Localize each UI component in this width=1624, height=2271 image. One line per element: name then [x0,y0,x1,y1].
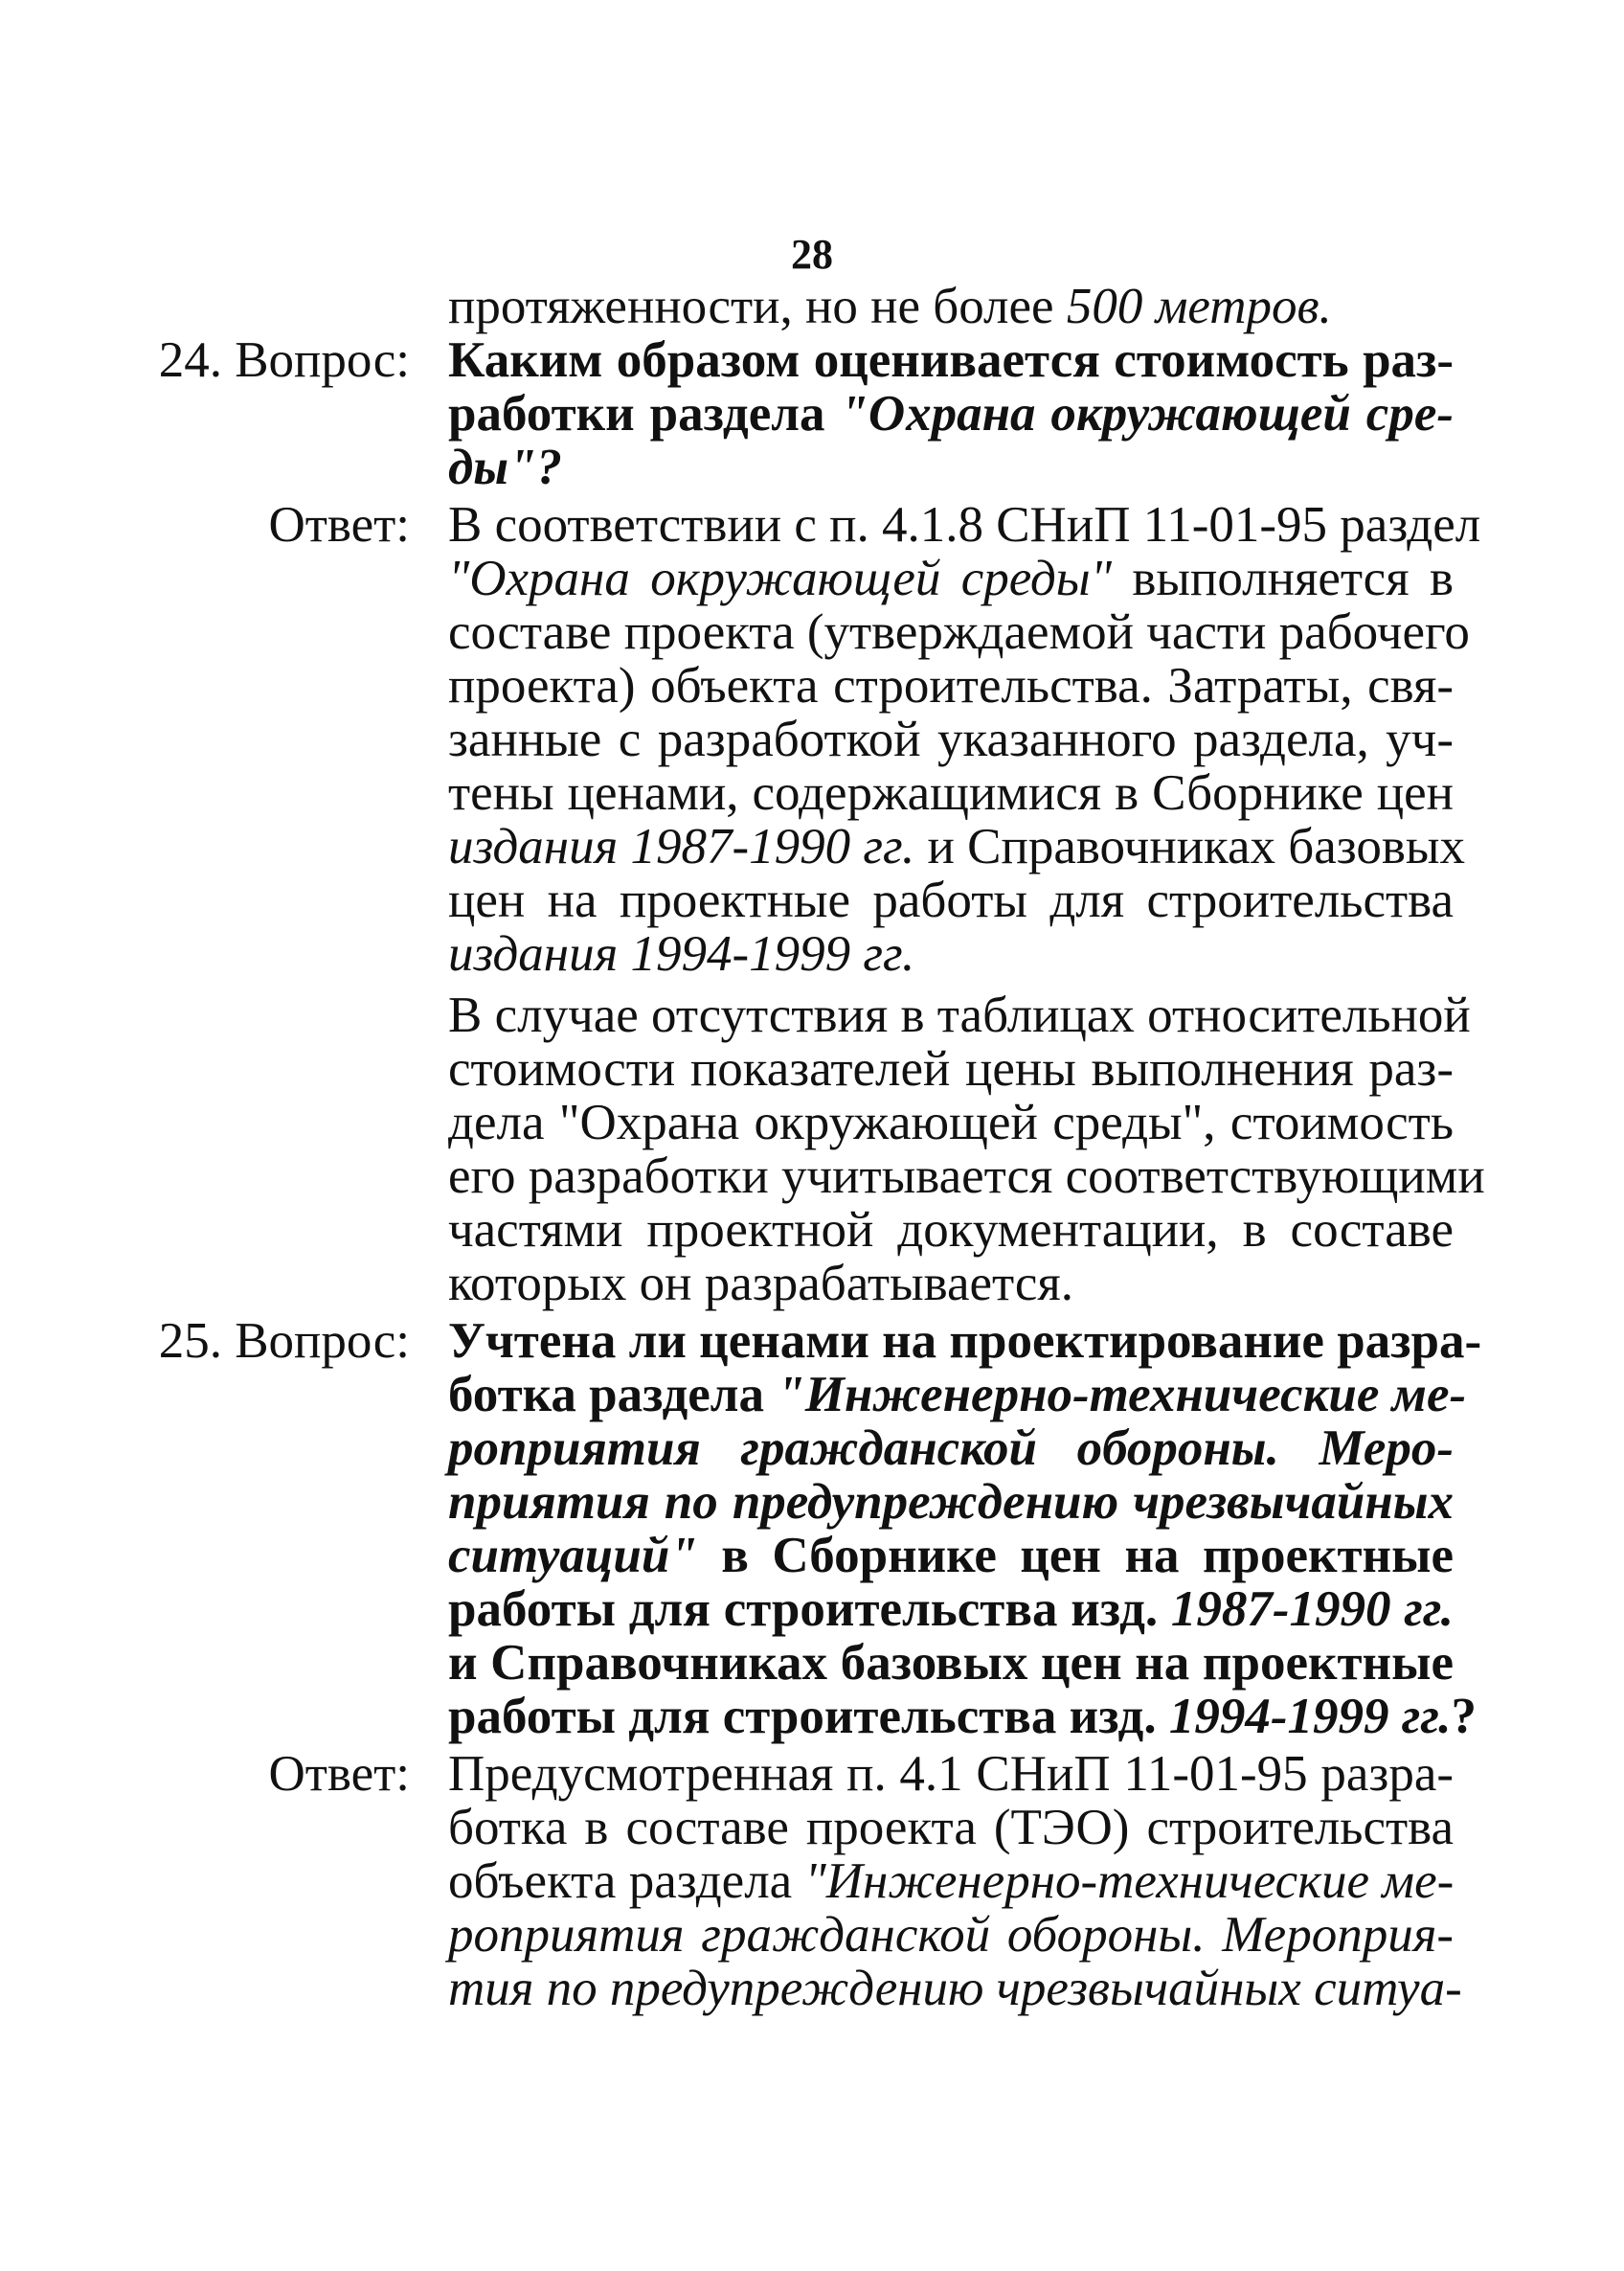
answer-25-line-5-emphasis: тия по предупреждению чрезвычайных ситуа- [448,1961,1462,2016]
question-25-line-5-text: в Сборнике цен на проектные [721,1528,1455,1583]
answer-24-line-2 [448,552,1454,605]
answer-25-line-2: ботка в составе проекта (ТЭО) строительства [448,1800,1454,1855]
question-24-line-2-emphasis: "Охрана окружающей сре- [840,386,1454,442]
question-25-line-8-text: работы для строительства изд. [448,1689,1157,1744]
question-24-label: 24. Вопрос: [158,332,410,388]
question-25-line-8-mark: ? [1451,1689,1477,1744]
answer-25-line-1: Предусмотренная п. 4.1 СНиП 11-01-95 разра- [448,1746,1454,1802]
question-25-line-7: и Справочниках базовых цен на проектные [448,1635,1454,1691]
answer-24-p2-line-5: частями проектной документации, в составе [448,1202,1454,1258]
answer-24-line-5: занные с разработкой указанного раздела, уч- [448,712,1454,767]
question-25-line-8 [448,1689,1477,1744]
answer-25-line-4 [448,1908,1454,1962]
continuation-text: протяженности, но не более [448,279,1054,334]
answer-24-line-1: В соответствии с п. 4.1.8 СНиП 11-01-95 раздел [448,497,1481,553]
page-number: 28 [791,231,833,278]
answer-24-line-9-emphasis: издания 1994-1999 гг. [448,926,915,982]
answer-24-p2-line-4: его разработки учитывается соответствующими [448,1148,1485,1204]
question-25-line-6-emphasis: 1987-1990 гг. [1170,1581,1454,1637]
answer-24-line-3: составе проекта (утверждаемой части рабочего [448,604,1470,660]
question-25 [132,1313,1482,1744]
answer-24 [132,497,1485,1311]
answer-24-p2-line-3: дела "Охрана окружающей среды", стоимость [448,1095,1454,1150]
answer-24-line-6: тены ценами, содержащимися в Сборнике цен [448,765,1454,821]
question-25-line-2 [448,1367,1467,1422]
answer-24-line-7 [448,819,1466,874]
continuation-line [448,280,1454,333]
question-25-line-3 [448,1421,1454,1475]
question-25-line-4 [448,1475,1454,1529]
answer-24-line-8: цен на проектные работы для строительства [448,873,1454,928]
answer-24-line-7-emphasis: издания 1987-1990 гг. [448,819,915,874]
question-25-line-4-emphasis: приятия по предупреждению чрезвычайных [448,1474,1454,1530]
answer-24-line-4: проекта) объекта строительства. Затраты, свя- [448,658,1454,714]
answer-24-label: Ответ: [268,497,410,553]
answer-25-line-3 [448,1854,1454,1908]
answer-24-p2-line-6: которых он разрабатывается. [448,1256,1074,1311]
continuation-emphasis: 500 метров. [1066,279,1332,334]
question-25-line-2-text: ботка раздела [448,1367,765,1422]
answer-24-p2-line-1: В случае отсутствия в таблицах относительной [448,988,1471,1043]
answer-24-line-7-text: и Справочниках базовых [927,819,1466,874]
question-25-line-5-emphasis: ситуаций" [448,1528,698,1583]
answer-25 [132,1746,1462,2016]
document-body [132,279,1485,2016]
question-25-line-5 [448,1529,1454,1582]
answer-25-line-5 [448,1961,1462,2016]
answer-25-label: Ответ: [268,1746,410,1802]
question-24-line-2-text: работки раздела [448,386,825,442]
question-25-line-6 [448,1582,1454,1636]
question-25-line-1: Учтена ли ценами на проектирование разра- [448,1313,1482,1369]
question-25-line-3-emphasis: роприятия гражданской обороны. Меро- [448,1420,1454,1476]
answer-24-line-2-text: выполняется в [1132,551,1455,606]
answer-24-line-2-emphasis: "Охрана окружающей среды" [448,551,1112,606]
question-25-label: 25. Вопрос: [158,1313,410,1369]
answer-25-line-3-emphasis: "Инженерно-технические ме- [804,1853,1455,1909]
question-24-line-2 [448,387,1454,441]
question-24-line-3-emphasis: ды"? [448,440,562,495]
answer-25-line-3-text: объекта раздела [448,1853,793,1909]
answer-24-p2-line-2: стоимости показателей цены выполнения раз- [448,1041,1454,1097]
question-24 [132,333,1454,494]
question-25-line-6-text: работы для строительства изд. [448,1581,1159,1637]
question-25-line-2-emphasis: "Инженерно-технические ме- [777,1367,1467,1422]
question-25-line-8-emphasis: 1994-1999 гг. [1168,1689,1452,1744]
question-24-line-3 [448,441,1454,494]
answer-24-line-9 [448,927,1454,981]
continuation-row [132,280,1454,333]
question-24-line-1: Каким образом оценивается стоимость раз- [448,332,1454,388]
answer-25-line-4-emphasis: роприятия гражданской обороны. Мероприя- [448,1907,1454,1963]
